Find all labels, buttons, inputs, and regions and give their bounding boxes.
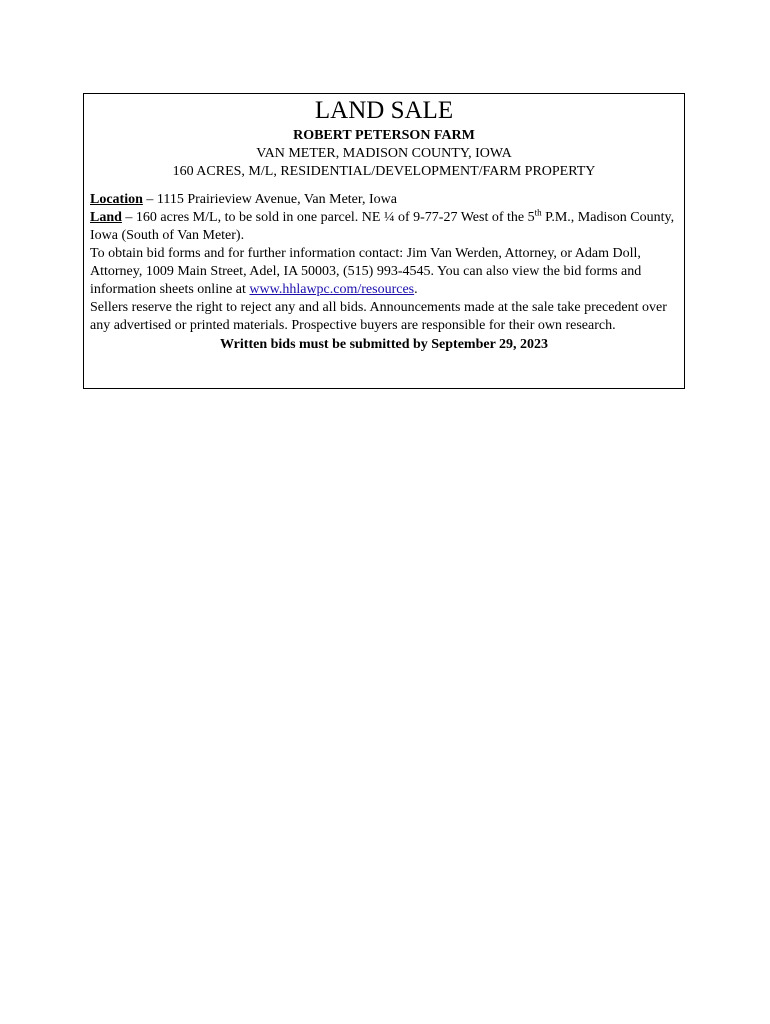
land-text-part-1: – 160 acres M/L, to be sold in one parcel. NE ¼ of 9-77-27 West of the 5	[121, 210, 535, 225]
farm-name: ROBERT PETERSON FARM	[293, 128, 475, 143]
land-text-part-2: P.M., Madison County, Iowa (South of Van Meter).	[90, 210, 675, 243]
spacer	[90, 181, 678, 191]
ordinal-superscript: th	[534, 207, 542, 218]
property-heading: 160 ACRES, M/L, RESIDENTIAL/DEVELOPMENT/FARM PROPERTY	[172, 164, 596, 179]
land-label: Land	[90, 210, 122, 225]
contact-paragraph	[90, 245, 678, 299]
land-sale-notice	[83, 93, 685, 389]
location-paragraph	[90, 191, 678, 209]
bid-deadline: Written bids must be submitted by September 29, 2023	[219, 337, 549, 352]
reserve-paragraph: Sellers reserve the right to reject any and all bids. Announcements made at the sale take precedent over any advertised or printed materials. Prospective buyers are responsible for their own research.	[90, 300, 667, 333]
location-text: – 1115 Prairieview Avenue, Van Meter, Iowa	[142, 192, 397, 207]
contact-text: To obtain bid forms and for further information contact: Jim Van Werden, Attorney, or Adam Doll, Attorney, 1009 Main Street, Adel, IA 50003, (515) 993-4545. You can also view the bid forms and information sheets online at	[90, 246, 642, 297]
notice-title: LAND SALE	[314, 97, 454, 124]
location-heading: VAN METER, MADISON COUNTY, IOWA	[256, 146, 512, 161]
land-paragraph	[90, 209, 678, 245]
contact-end: .	[414, 282, 418, 297]
location-label: Location	[90, 192, 143, 207]
resources-link[interactable]: www.hhlawpc.com/resources	[249, 282, 415, 297]
